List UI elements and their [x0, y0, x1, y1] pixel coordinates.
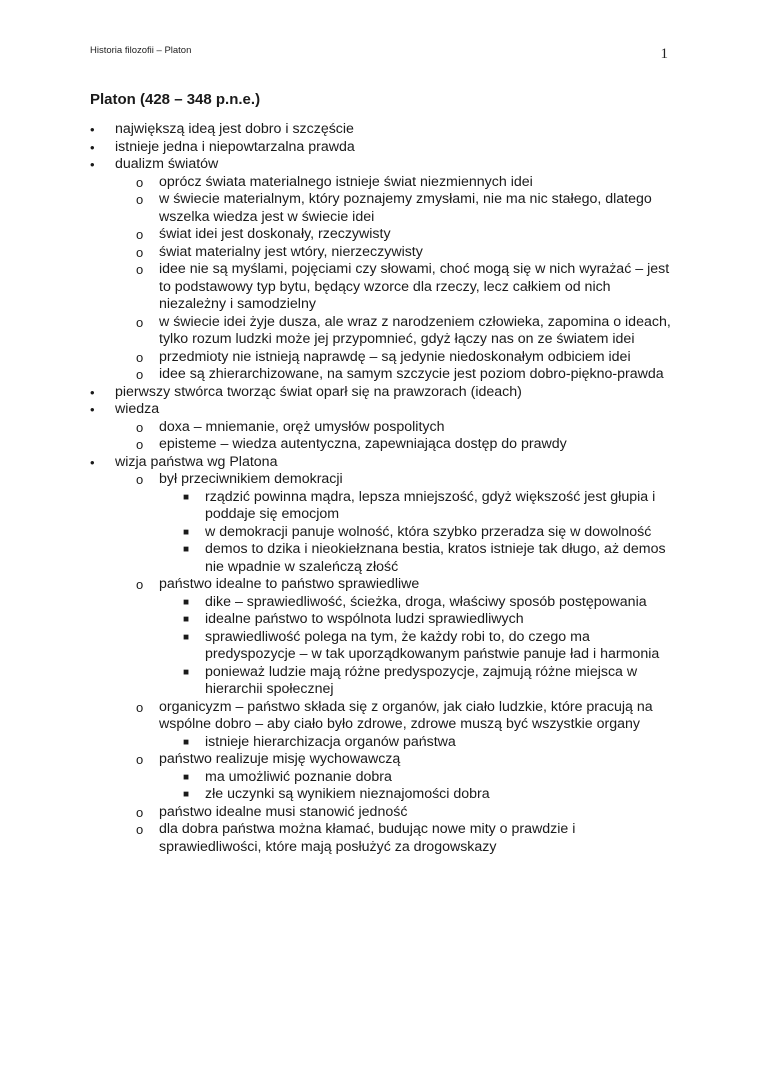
square-bullet-icon: ■: [183, 596, 190, 608]
square-bullet-icon: ■: [183, 491, 190, 503]
list-item-level-2: [90, 419, 680, 437]
list-item-level-3: [90, 629, 680, 664]
page-number: 1: [660, 46, 668, 62]
list-item-level-2: [90, 349, 680, 367]
list-item-text: świat materialny jest wtóry, nierzeczywisty: [159, 243, 423, 260]
list-item-level-1: [90, 454, 680, 472]
bullet-icon: •: [90, 122, 95, 137]
list-item-level-2: [90, 436, 680, 454]
list-item-level-2: [90, 821, 680, 856]
list-item-text: idee są zhierarchizowane, na samym szczycie jest poziom dobro-piękno-prawda: [159, 366, 664, 382]
circle-bullet-icon: o: [136, 349, 144, 365]
list-item-level-1: [90, 139, 680, 157]
list-item-level-3: [90, 489, 680, 524]
list-item-level-1: [90, 121, 680, 139]
list-item-text: był przeciwnikiem demokracji: [159, 471, 343, 487]
circle-bullet-icon: o: [136, 577, 144, 592]
circle-bullet-icon: o: [136, 822, 144, 837]
list-item-level-1: [90, 401, 680, 419]
list-item-level-3: [90, 611, 680, 629]
square-bullet-icon: ■: [183, 614, 190, 625]
list-item-level-3: [90, 734, 680, 752]
list-item-text: organicyzm – państwo składa się z organów, jak ciało ludzkie, które pracują na wspólne dobro – aby ciało było zdrowe, zdrowe muszą być wszystkie organy: [159, 698, 653, 732]
list-item-text: państwo idealne to państwo sprawiedliwe: [159, 576, 420, 592]
list-item-text: pierwszy stwórca tworząc świat oparł się na prawzorach (ideach): [115, 383, 522, 400]
list-item-text: sprawiedliwość polega na tym, że każdy robi to, do czego ma predyspozycje – w tak uporządkowanym państwie panuje ład i harmonia: [205, 628, 660, 662]
list-item-text: przedmioty nie istnieją naprawdę – są jedynie niedoskonałym odbiciem idei: [159, 348, 631, 365]
bullet-icon: •: [90, 384, 95, 400]
list-item-text: rządzić powinna mądra, lepsza mniejszość, gdyż większość jest głupia i poddaje się emocjom: [205, 488, 656, 522]
list-item-text: ma umożliwić poznanie dobra: [205, 768, 392, 785]
circle-bullet-icon: o: [136, 699, 144, 715]
list-item-level-2: [90, 366, 680, 384]
list-item-level-3: [90, 664, 680, 699]
list-item-text: ponieważ ludzie mają różne predyspozycje, zajmują różne miejsca w hierarchii społecznej: [205, 663, 638, 697]
list-item-level-3: [90, 594, 680, 612]
list-item-level-2: [90, 261, 680, 314]
list-item-text: dualizm światów: [115, 156, 219, 172]
list-item-text: w świecie materialnym, który poznajemy zmysłami, nie ma nic stałego, dlatego wszelka wiedza jest w świecie idei: [159, 191, 652, 225]
bullet-icon: •: [90, 139, 95, 155]
circle-bullet-icon: o: [136, 367, 144, 382]
circle-bullet-icon: o: [136, 227, 144, 242]
list-item-text: państwo realizuje misję wychowawczą: [159, 751, 401, 767]
list-item-level-2: [90, 699, 680, 734]
square-bullet-icon: ■: [183, 789, 190, 800]
list-item-text: w świecie idei żyje dusza, ale wraz z narodzeniem człowieka, zapomina o ideach, tylko rozum ludzki może jej przypomnieć, gdyż łączy nas on ze światem idei: [159, 313, 671, 347]
square-bullet-icon: ■: [183, 736, 190, 748]
circle-bullet-icon: o: [136, 804, 144, 820]
list-item-text: idee nie są myślami, pojęciami czy słowami, choć mogą się w nich wyrażać – jest to podstawowy typ bytu, będący wzorce dla rzeczy, lecz całkiem od nich niezależny i samodzielny: [159, 261, 670, 312]
list-item-level-2: [90, 244, 680, 262]
bullet-icon: •: [90, 402, 95, 417]
square-bullet-icon: ■: [183, 526, 190, 538]
list-item-level-2: [90, 226, 680, 244]
list-item-level-2: [90, 174, 680, 192]
list-item-text: w demokracji panuje wolność, która szybko przeradza się w dowolność: [205, 523, 652, 540]
running-header: Historia filozofii – Platon: [90, 45, 192, 56]
circle-bullet-icon: o: [136, 314, 144, 330]
list-item-level-2: [90, 191, 680, 226]
list-item-level-2: [90, 471, 680, 489]
list-item-level-3: [90, 786, 680, 804]
circle-bullet-icon: o: [136, 174, 144, 190]
list-item-level-1: [90, 156, 680, 174]
list-item-level-2: [90, 751, 680, 769]
circle-bullet-icon: o: [136, 244, 144, 260]
list-item-text: największą ideą jest dobro i szczęście: [115, 121, 354, 137]
list-item-text: idealne państwo to wspólnota ludzi sprawiedliwych: [205, 611, 524, 627]
square-bullet-icon: ■: [183, 544, 190, 555]
list-item-text: istnieje jedna i niepowtarzalna prawda: [115, 138, 355, 155]
list-item-level-2: [90, 314, 680, 349]
list-item-text: demos to dzika i nieokiełznana bestia, kratos istnieje tak długo, aż demos nie wpadnie w szaleńczą złość: [205, 541, 666, 575]
list-item-level-3: [90, 769, 680, 787]
list-item-text: istnieje hierarchizacja organów państwa: [205, 733, 456, 750]
list-item-text: wizja państwa wg Platona: [115, 453, 278, 470]
list-item-level-2: [90, 804, 680, 822]
list-item-level-2: [90, 576, 680, 594]
bullet-icon: •: [90, 157, 95, 172]
list-item-text: oprócz świata materialnego istnieje świat niezmiennych idei: [159, 173, 533, 190]
circle-bullet-icon: o: [136, 472, 144, 487]
list-item-text: świat idei jest doskonały, rzeczywisty: [159, 226, 391, 242]
square-bullet-icon: ■: [183, 631, 190, 643]
list-item-text: episteme – wiedza autentyczna, zapewniająca dostęp do prawdy: [159, 436, 567, 452]
page-title: Platon (428 – 348 p.n.e.): [90, 91, 261, 108]
list-item-text: złe uczynki są wynikiem nieznajomości dobra: [205, 786, 490, 802]
list-item-text: państwo idealne musi stanowić jedność: [159, 803, 408, 820]
circle-bullet-icon: o: [136, 752, 144, 767]
list-item-level-1: [90, 384, 680, 402]
circle-bullet-icon: o: [136, 419, 144, 435]
bullet-icon: •: [90, 454, 95, 470]
circle-bullet-icon: o: [136, 437, 144, 452]
circle-bullet-icon: o: [136, 192, 144, 207]
outline-list: [90, 121, 680, 856]
list-item-level-3: [90, 541, 680, 576]
list-item-text: dike – sprawiedliwość, ścieżka, droga, właściwy sposób postępowania: [205, 593, 647, 610]
square-bullet-icon: ■: [183, 771, 190, 783]
circle-bullet-icon: o: [136, 262, 144, 277]
list-item-text: dla dobra państwa można kłamać, budując nowe mity o prawdzie i sprawiedliwości, które mają posłużyć za drogowskazy: [159, 821, 576, 855]
list-item-text: doxa – mniemanie, oręż umysłów pospolitych: [159, 418, 445, 435]
list-item-level-3: [90, 524, 680, 542]
square-bullet-icon: ■: [183, 666, 190, 678]
list-item-text: wiedza: [115, 401, 160, 417]
